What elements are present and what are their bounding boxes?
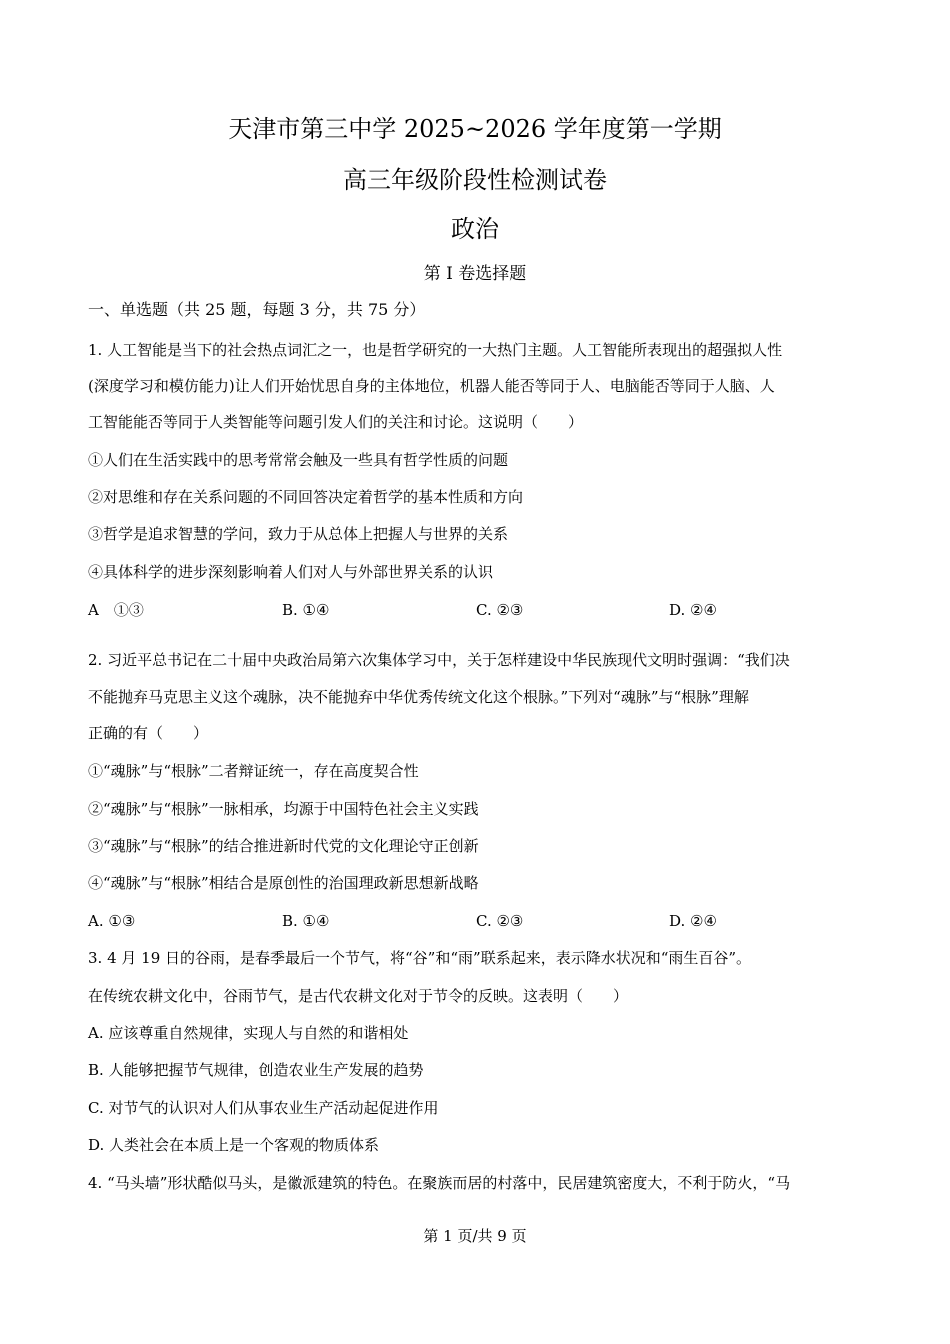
question-3-option-b: B. 人能够把握节气规律，创造农业生产发展的趋势 <box>88 1061 424 1079</box>
question-2-option-c: C. ②③ <box>476 912 524 930</box>
question-2-stem-line-2: 不能抛弃马克思主义这个魂脉，决不能抛弃中华优秀传统文化这个根脉。”下列对“魂脉”与“根脉”理解 <box>88 688 749 706</box>
section-heading: 一、单选题（共 25 题，每题 3 分，共 75 分） <box>88 300 426 319</box>
question-2-option-b: B. ①④ <box>282 912 330 930</box>
question-3-option-a: A. 应该尊重自然规律，实现人与自然的和谐相处 <box>88 1024 409 1042</box>
question-2-option-a: A. ①③ <box>88 912 136 930</box>
question-2-item-1: ①“魂脉”与“根脉”二者辩证统一，存在高度契合性 <box>88 762 419 780</box>
question-2-stem-line-3: 正确的有（ ） <box>88 724 209 742</box>
question-3-option-d: D. 人类社会在本质上是一个客观的物质体系 <box>88 1136 380 1154</box>
question-2-stem-line-1: 2. 习近平总书记在二十届中央政治局第六次集体学习中，关于怎样建设中华民族现代文明时强调：“我们决 <box>88 651 790 669</box>
question-1-option-b: B. ①④ <box>282 601 330 619</box>
question-1-item-2: ②对思维和存在关系问题的不同回答决定着哲学的基本性质和方向 <box>88 488 524 506</box>
question-1-option-c: C. ②③ <box>476 601 524 619</box>
subject-title: 政治 <box>451 215 499 243</box>
question-1-stem-line-2: (深度学习和模仿能力)让人们开始忧思自身的主体地位，机器人能否等同于人、电脑能否等同于人脑、人 <box>88 377 775 395</box>
page-number: 第 1 页/共 9 页 <box>423 1227 527 1245</box>
volume-title: 第 I 卷选择题 <box>423 264 527 284</box>
question-1-option-a: A ①③ <box>88 601 144 619</box>
question-4-stem-line-1: 4. “马头墙”形状酷似马头，是徽派建筑的特色。在聚族而居的村落中，民居建筑密度大，不利于防火，“马 <box>88 1174 791 1192</box>
exam-subtitle: 高三年级阶段性检测试卷 <box>343 166 607 194</box>
question-3-stem-line-2: 在传统农耕文化中，谷雨节气，是古代农耕文化对于节令的反映。这表明（ ） <box>88 987 629 1005</box>
question-1-stem-line-1: 1. 人工智能是当下的社会热点词汇之一，也是哲学研究的一大热门主题。人工智能所表现出的超强拟人性 <box>88 341 783 359</box>
question-2-item-4: ④“魂脉”与“根脉”相结合是原创性的治国理政新思想新战略 <box>88 874 479 892</box>
exam-title: 天津市第三中学 2025~2026 学年度第一学期 <box>228 115 722 143</box>
question-1-option-d: D. ②④ <box>669 601 717 619</box>
question-1-item-4: ④具体科学的进步深刻影响着人们对人与外部世界关系的认识 <box>88 563 494 581</box>
question-1-item-3: ③哲学是追求智慧的学问，致力于从总体上把握人与世界的关系 <box>88 525 509 543</box>
question-2-option-d: D. ②④ <box>669 912 717 930</box>
question-2-item-2: ②“魂脉”与“根脉”一脉相承，均源于中国特色社会主义实践 <box>88 800 479 818</box>
question-1-item-1: ①人们在生活实践中的思考常常会触及一些具有哲学性质的问题 <box>88 451 509 469</box>
question-1-stem-line-3: 工智能能否等同于人类智能等问题引发人们的关注和讨论。这说明（ ） <box>88 413 584 431</box>
question-2-item-3: ③“魂脉”与“根脉”的结合推进新时代党的文化理论守正创新 <box>88 837 479 855</box>
question-3-option-c: C. 对节气的认识对人们从事农业生产活动起促进作用 <box>88 1099 439 1117</box>
question-3-stem-line-1: 3. 4 月 19 日的谷雨，是春季最后一个节气，将“谷”和“雨”联系起来，表示降水状况和“雨生百谷”。 <box>88 949 752 967</box>
